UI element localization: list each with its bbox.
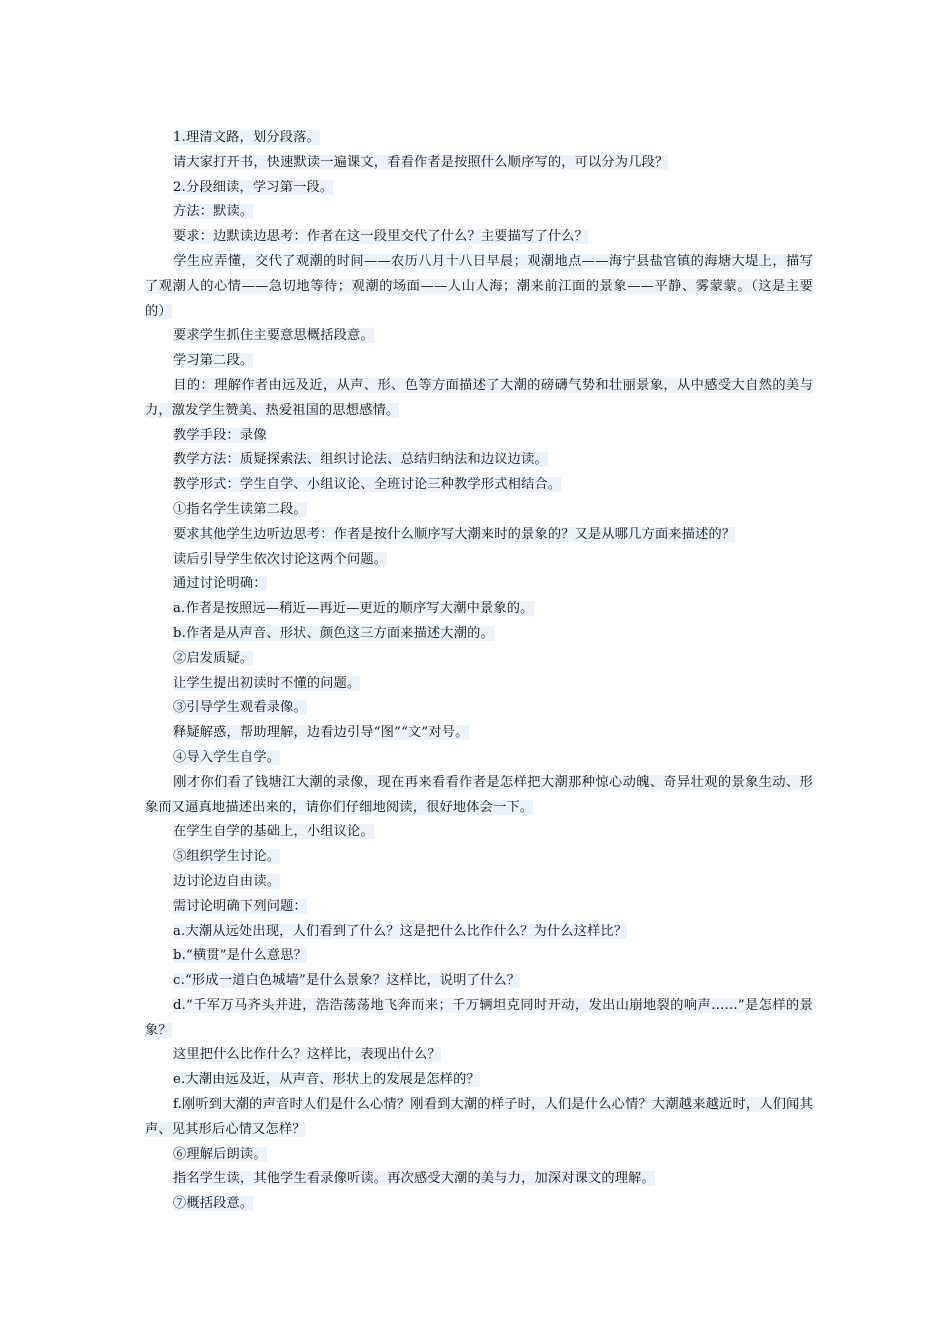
paragraph <box>145 1093 813 1143</box>
paragraph-text: d.“千军万马齐头并进，浩浩荡荡地飞奔而来；千万辆坦克同时开动，发出山崩地裂的响声……”是怎样的景象？ <box>145 997 813 1038</box>
paragraph-text: ⑦概括段意。 <box>173 1196 254 1212</box>
paragraph-text: e.大潮由远及近，从声音、形状上的发展是怎样的？ <box>173 1072 480 1088</box>
paragraph <box>145 126 813 151</box>
paragraph <box>145 622 813 647</box>
paragraph-text: 要求其他学生边听边思考：作者是按什么顺序写大潮来时的景象的？又是从哪几方面来描述的？ <box>173 526 736 542</box>
paragraph-text: 目的：理解作者由远及近，从声、形、色等方面描述了大潮的磅礴气势和壮丽景象，从中感受大自然的美与力，激发学生赞美、热爱祖国的思想感情。 <box>145 377 813 418</box>
paragraph-text: b.“横贯”是什么意思？ <box>173 948 308 964</box>
paragraph <box>145 696 813 721</box>
paragraph <box>145 1068 813 1093</box>
paragraph-text: a.作者是按照远—稍近—再近—更近的顺序写大潮中景象的。 <box>173 601 534 617</box>
paragraph-text: 通过讨论明确： <box>173 576 267 592</box>
paragraph <box>145 1143 813 1168</box>
paragraph-text: ②启发质疑。 <box>173 650 254 666</box>
paragraph <box>145 473 813 498</box>
paragraph <box>145 225 813 250</box>
paragraph <box>145 324 813 349</box>
paragraph <box>145 721 813 746</box>
paragraph <box>145 1043 813 1068</box>
paragraph <box>145 820 813 845</box>
paragraph <box>145 1167 813 1192</box>
paragraph <box>145 250 813 324</box>
paragraph-text: 让学生提出初读时不懂的问题。 <box>173 675 361 691</box>
paragraph <box>145 969 813 994</box>
paragraph-text: 读后引导学生依次讨论这两个问题。 <box>173 551 388 567</box>
paragraph-text: 方法：默读。 <box>173 204 254 220</box>
paragraph-text: ①指名学生读第二段。 <box>173 501 307 517</box>
paragraph <box>145 746 813 771</box>
paragraph <box>145 895 813 920</box>
paragraph-text: 释疑解惑，帮助理解，边看边引导“图”“文”对号。 <box>173 725 469 741</box>
paragraph <box>145 920 813 945</box>
paragraph-text: 在学生自学的基础上，小组议论。 <box>173 824 374 840</box>
paragraph <box>145 374 813 424</box>
paragraph-text: 教学形式：学生自学、小组议论、全班讨论三种教学形式相结合。 <box>173 477 562 493</box>
paragraph-text: 要求学生抓住主要意思概括段意。 <box>173 328 374 344</box>
paragraph <box>145 647 813 672</box>
paragraph <box>145 151 813 176</box>
paragraph <box>145 672 813 697</box>
paragraph-text: 这里把什么比作什么？这样比，表现出什么？ <box>173 1047 441 1063</box>
paragraph-text: 2.分段细读，学习第一段。 <box>173 179 334 195</box>
paragraph-text: b.作者是从声音、形状、颜色这三方面来描述大潮的。 <box>173 625 494 641</box>
paragraph-text: 学习第二段。 <box>173 353 254 369</box>
paragraph-text: ⑤组织学生讨论。 <box>173 849 281 865</box>
paragraph-text: 教学方法：质疑探索法、组织讨论法、总结归纳法和边议边读。 <box>173 452 548 468</box>
paragraph-text: 学生应弄懂，交代了观潮的时间——农历八月十八日早晨；观潮地点——海宁县盐官镇的海塘大堤上，描写了观潮人的心情——急切地等待；观潮的场面——人山人海；潮来前江面的景象——平静、雾蒙蒙。（这是主要的） <box>145 253 813 319</box>
paragraph <box>145 845 813 870</box>
paragraph-text: 请大家打开书，快速默读一遍课文，看看作者是按照什么顺序写的，可以分为几段？ <box>173 154 669 170</box>
paragraph <box>145 944 813 969</box>
paragraph-text: 边讨论边自由读。 <box>173 873 281 889</box>
paragraph <box>145 548 813 573</box>
paragraph-text: 刚才你们看了钱塘江大潮的录像，现在再来看看作者是怎样把大潮那种惊心动魄、奇异壮观的景象生动、形象而又逼真地描述出来的，请你们仔细地阅读，很好地体会一下。 <box>145 774 813 815</box>
paragraph-text: 指名学生读，其他学生看录像听读。再次感受大潮的美与力，加深对课文的理解。 <box>173 1171 655 1187</box>
paragraph-text: 教学手段：录像 <box>173 427 267 443</box>
paragraph-text: ④导入学生自学。 <box>173 749 281 765</box>
paragraph <box>145 994 813 1044</box>
paragraph <box>145 349 813 374</box>
paragraph <box>145 771 813 821</box>
paragraph <box>145 498 813 523</box>
paragraph <box>145 870 813 895</box>
paragraph <box>145 176 813 201</box>
paragraph-text: f.刚听到大潮的声音时人们是什么心情？刚看到大潮的样子时，人们是什么心情？大潮越来越近时，人们闻其声、见其形后心情又怎样？ <box>145 1097 813 1137</box>
paragraph-text: 1.理清文路，划分段落。 <box>173 130 320 145</box>
paragraph <box>145 200 813 225</box>
paragraph-text: ③引导学生观看录像。 <box>173 700 307 716</box>
paragraph <box>145 597 813 622</box>
paragraph-text: a.大潮从远处出现，人们看到了什么？这是把什么比作什么？为什么这样比？ <box>173 923 628 939</box>
paragraph <box>145 572 813 597</box>
paragraph-text: c.“形成一道白色城墙”是什么景象？这样比，说明了什么？ <box>173 973 521 989</box>
paragraph-text: ⑥理解后朗读。 <box>173 1146 267 1162</box>
paragraph <box>145 448 813 473</box>
paragraph <box>145 1192 813 1217</box>
paragraph <box>145 523 813 548</box>
document-body <box>145 126 813 1217</box>
paragraph <box>145 424 813 449</box>
paragraph-text: 需讨论明确下列问题： <box>173 898 307 914</box>
paragraph-text: 要求：边默读边思考：作者在这一段里交代了什么？主要描写了什么？ <box>173 229 589 245</box>
